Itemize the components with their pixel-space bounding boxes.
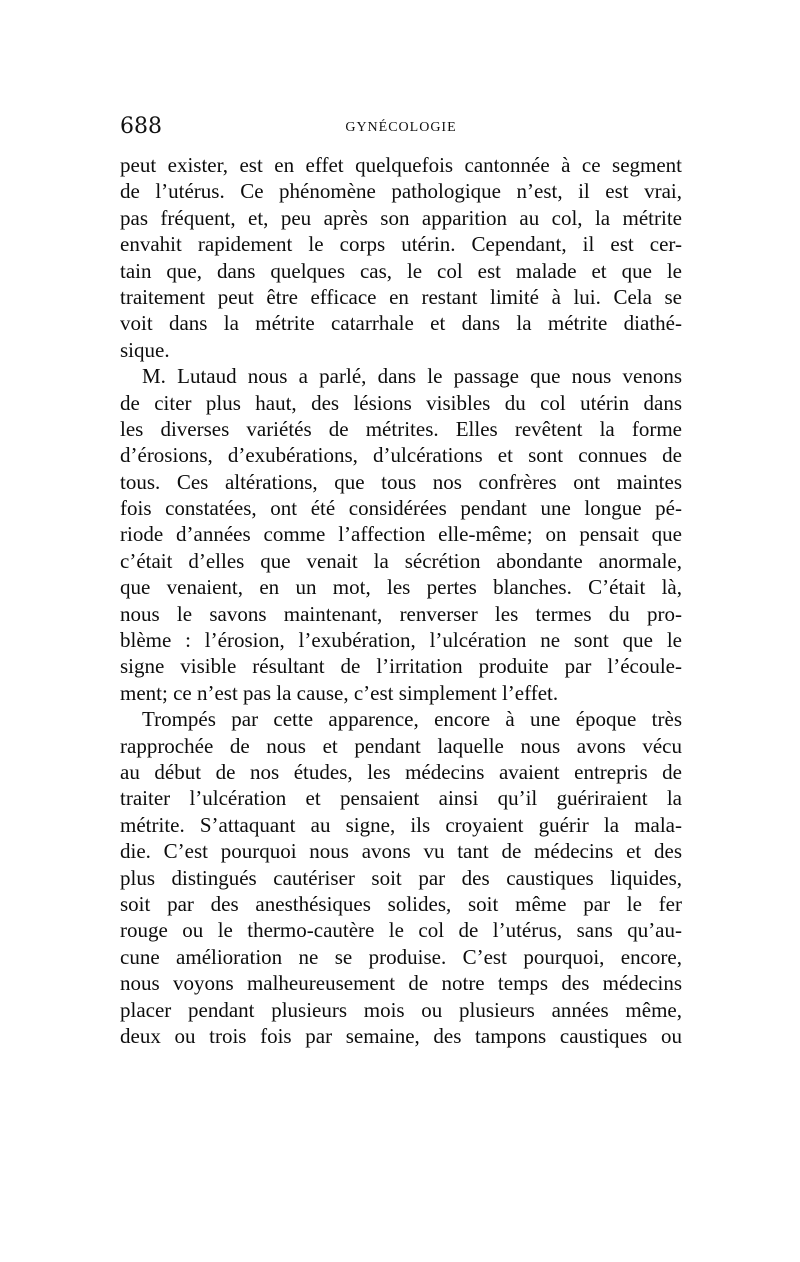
text-line: signe visible résultant de l’irritation produite par l’écoule-: [120, 654, 682, 679]
text-line: de citer plus haut, des lésions visibles du col utérin dans: [120, 390, 682, 415]
text-line: tain que, dans quelques cas, le col est malade et que le: [120, 258, 682, 283]
paragraph-3: [120, 706, 682, 1049]
text-line: M. Lutaud nous a parlé, dans le passage que nous venons: [142, 364, 682, 389]
text-line: que venaient, en un mot, les pertes blanches. C’était là,: [120, 575, 682, 600]
text-line: nous le savons maintenant, renverser les termes du pro-: [120, 601, 682, 626]
text-line: blème : l’érosion, l’exubération, l’ulcération ne sont que le: [120, 628, 682, 653]
text-line: métrite. S’attaquant au signe, ils croyaient guérir la mala-: [120, 812, 682, 837]
page-number: 688: [120, 114, 162, 139]
text-line: die. C’est pourquoi nous avons vu tant de médecins et des: [120, 839, 682, 864]
text-line: peut exister, est en effet quelquefois cantonnée à ce segment: [120, 153, 682, 177]
text-line: soit par des anesthésiques solides, soit même par le fer: [120, 891, 682, 916]
text-line: envahit rapidement le corps utérin. Cependant, il est cer-: [120, 232, 682, 257]
text-line: deux ou trois fois par semaine, des tampons caustiques ou: [120, 1023, 682, 1048]
text-line: traiter l’ulcération et pensaient ainsi qu’il guériraient la: [120, 786, 682, 811]
text-line: pas fréquent, et, peu après son apparition au col, la métrite: [120, 205, 682, 230]
text-line: c’était d’elles que venait la sécrétion abondante anormale,: [120, 548, 682, 573]
body-text: [120, 152, 682, 1049]
text-line: rapprochée de nous et pendant laquelle nous avons vécu: [120, 733, 682, 758]
text-line: de l’utérus. Ce phénomène pathologique n’est, il est vrai,: [120, 179, 682, 204]
text-line: fois constatées, ont été considérées pendant une longue pé-: [120, 496, 682, 521]
text-line: sique.: [120, 337, 170, 362]
text-line: riode d’années comme l’affection elle-même; on pensait que: [120, 522, 682, 547]
text-line: nous voyons malheureusement de notre temps des médecins: [120, 971, 682, 996]
text-line: les diverses variétés de métrites. Elles revêtent la forme: [120, 416, 682, 441]
paragraph-2: [120, 363, 682, 706]
running-title: GYNÉCOLOGIE: [345, 120, 457, 135]
text-line: traitement peut être efficace en restant limité à lui. Cela se: [120, 284, 682, 309]
text-line: d’érosions, d’exubérations, d’ulcérations et sont connues de: [120, 443, 682, 468]
text-line: au début de nos études, les médecins avaient entrepris de: [120, 759, 682, 784]
text-line: rouge ou le thermo-cautère le col de l’utérus, sans qu’au-: [120, 918, 682, 943]
text-line: placer pendant plusieurs mois ou plusieurs années même,: [120, 997, 682, 1022]
text-line: ment; ce n’est pas la cause, c’est simplement l’effet.: [120, 680, 559, 705]
text-line: plus distingués cautériser soit par des caustiques liquides,: [120, 865, 682, 890]
text-line: cune amélioration ne se produise. C’est pourquoi, encore,: [120, 944, 682, 969]
text-line: voit dans la métrite catarrhale et dans la métrite diathé-: [120, 311, 682, 336]
text-line: Trompés par cette apparence, encore à une époque très: [142, 707, 682, 732]
paragraph-1: [120, 152, 682, 363]
text-line: tous. Ces altérations, que tous nos confrères ont maintes: [120, 469, 682, 494]
page-header: [120, 114, 682, 144]
